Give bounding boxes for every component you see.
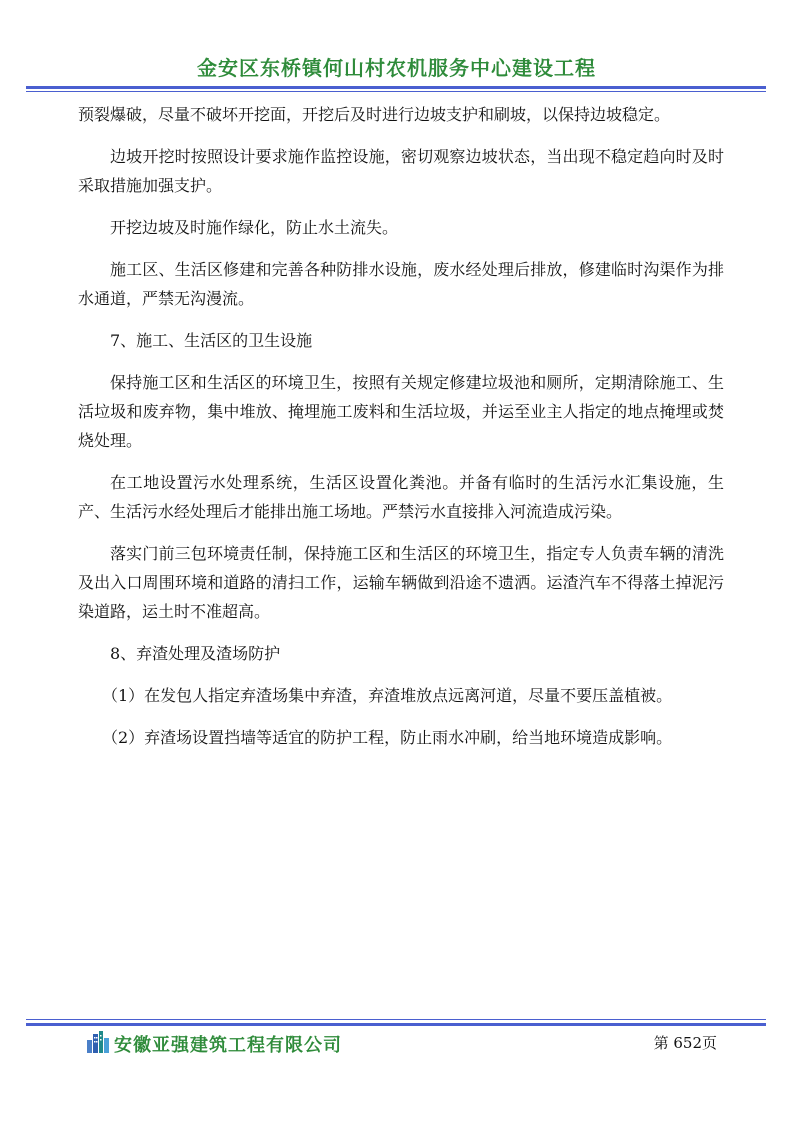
header-title: 金安区东桥镇何山村农机服务中心建设工程 — [197, 56, 596, 80]
paragraph: 施工区、生活区修建和完善各种防排水设施，废水经处理后排放，修建临时沟渠作为排水通道，严禁无沟漫流。 — [78, 260, 724, 308]
section-heading: 7、施工、生活区的卫生设施 — [110, 331, 313, 350]
header-rule-thick — [26, 86, 766, 89]
section-heading: 8、弃渣处理及渣场防护 — [110, 644, 281, 663]
paragraph: 落实门前三包环境责任制，保持施工区和生活区的环境卫生，指定专人负责车辆的清洗及出入口周围环境和道路的清扫工作，运输车辆做到沿途不遗洒。运渣汽车不得落土掉泥污染道路，运土时不准超高。 — [78, 544, 724, 621]
footer-rule-thick — [26, 1023, 766, 1026]
paragraph: 保持施工区和生活区的环境卫生，按照有关规定修建垃圾池和厕所，定期清除施工、生活垃圾和废弃物，集中堆放、掩埋施工废料和生活垃圾，并运至业主人指定的地点掩埋或焚烧处理。 — [78, 373, 724, 450]
footer-company-name: 安徽亚强建筑工程有限公司 — [114, 1035, 342, 1056]
paragraph: 开挖边坡及时施作绿化，防止水土流失。 — [110, 218, 399, 237]
list-item: （1）在发包人指定弃渣场集中弃渣，弃渣堆放点远离河道，尽量不要压盖植被。 — [102, 686, 673, 705]
footer-rule-thin — [26, 1019, 766, 1020]
page-number: 第 652页 — [653, 1034, 717, 1052]
building-logo-icon — [86, 1030, 110, 1054]
document-body — [78, 100, 724, 765]
paragraph: 在工地设置污水处理系统，生活区设置化粪池。并备有临时的生活污水汇集设施，生产、生活污水经处理后才能排出施工场地。严禁污水直接排入河流造成污染。 — [78, 473, 724, 521]
paragraph: 边坡开挖时按照设计要求施作监控设施，密切观察边坡状态，当出现不稳定趋向时及时采取措施加强支护。 — [78, 147, 724, 195]
paragraph-continuation: 预裂爆破，尽量不破坏开挖面，开挖后及时进行边坡支护和刷坡，以保持边坡稳定。 — [78, 105, 671, 124]
header-rule-thin — [26, 91, 766, 92]
list-item: （2）弃渣场设置挡墙等适宜的防护工程，防止雨水冲刷，给当地环境造成影响。 — [102, 728, 673, 747]
